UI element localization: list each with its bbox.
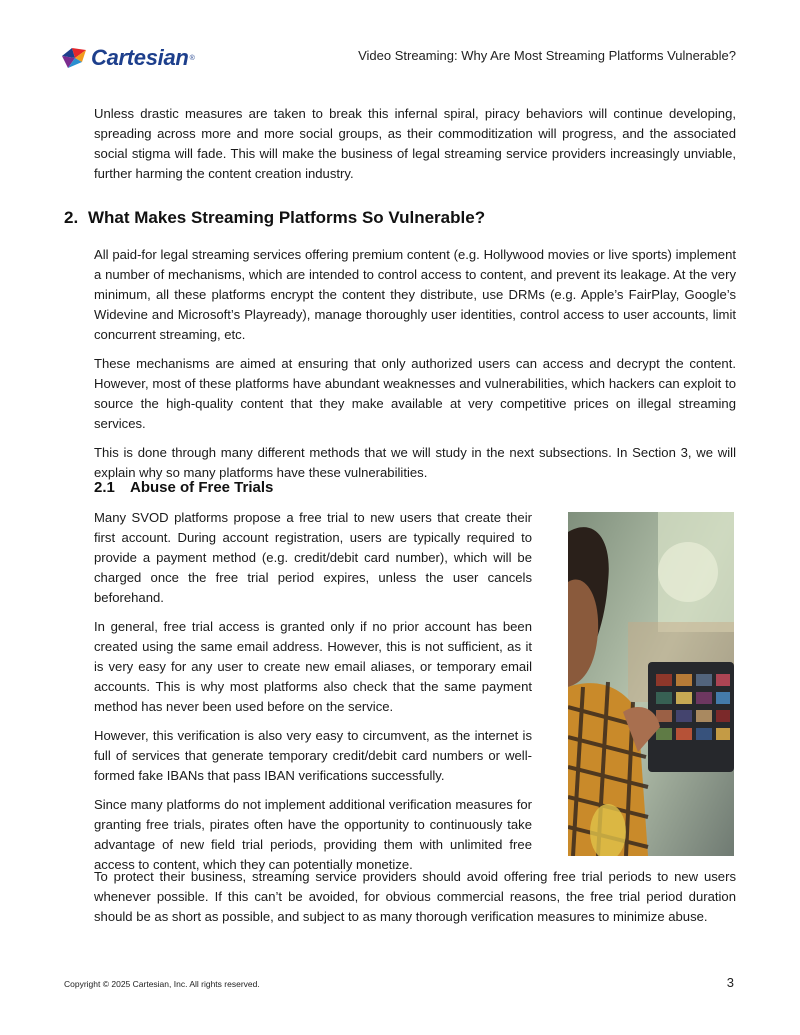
section-2-1-paragraph: In general, free trial access is granted only if no prior account has been created using the same email address. However, this is not sufficient, as it is very easy for any user to create new email aliases, or temporary email accounts. This is why most platforms also check that the same payment method has never been used before on the service. <box>94 619 532 714</box>
section-2-paragraph: All paid-for legal streaming services offering premium content (e.g. Hollywood movies or live sports) implement a number of mechanisms, which are intended to control access to content, and prevent its leakage. At the very minimum, all these platforms encrypt the content they distribute, use DRMs (e.g. Apple’s FairPlay, Google’s Widevine and Microsoft’s Playready), manage thoroughly user identities, control access to user accounts, limit concurrent streaming, etc. <box>94 247 736 342</box>
section-2-1-body <box>94 508 532 875</box>
page-header <box>62 42 736 74</box>
section-2-1-heading <box>94 479 273 496</box>
section-2-body <box>94 245 736 483</box>
section-2-1-paragraph: However, this verification is also very easy to circumvent, as the internet is full of services that generate temporary credit/debit card numbers or well-formed fake IBANs that pass IBAN verifications successfully. <box>94 728 532 783</box>
section-2-paragraph: These mechanisms are aimed at ensuring that only authorized users can access and decrypt the content. However, most of these platforms have abundant weaknesses and vulnerabilities, which hackers can exploit to source the high-quality content that they make available at very competitive prices on illegal streaming services. <box>94 356 736 431</box>
intro-paragraph: Unless drastic measures are taken to break this infernal spiral, piracy behaviors will continue developing, spreading across more and more social groups, as their commoditization will progress, and the associated social stigma will fade. This will make the business of legal streaming service providers increasingly unviable, further harming the content creation industry. <box>94 106 736 181</box>
section-2-1-title: Abuse of Free Trials <box>130 479 274 496</box>
section-2-1-paragraph: Since many platforms do not implement additional verification measures for granting free trials, pirates often have the opportunity to continuously take advantage of new field trial periods, providing them with unlimited free access to content, which they can potentially monetize. <box>94 797 532 872</box>
footer-copyright: Copyright © 2025 Cartesian, Inc. All rights reserved. <box>64 979 260 989</box>
closing-paragraph: To protect their business, streaming service providers should avoid offering free trial periods to new users whenever possible. If this can’t be avoided, for obvious commercial reasons, the free trial period duration should be as short as possible, and subject to as many thorough verification measures to minimize abuse. <box>94 869 736 924</box>
man-watching-streaming-tablet-photo <box>568 512 734 856</box>
section-2-title: What Makes Streaming Platforms So Vulnerable? <box>88 208 486 227</box>
brand-name: Cartesian <box>91 45 189 70</box>
cartesian-logo <box>62 46 195 70</box>
document-title: Video Streaming: Why Are Most Streaming Platforms Vulnerable? <box>358 48 736 63</box>
section-2-paragraph: This is done through many different methods that we will study in the next subsections. In Section 3, we will explain why so many platforms have these vulnerabilities. <box>94 445 736 480</box>
section-2-1-paragraph: Many SVOD platforms propose a free trial to new users that create their first account. During account registration, users are typically required to provide a payment method (e.g. credit/debit card number), which will be charged once the free trial period expires, unless the user cancels beforehand. <box>94 510 532 605</box>
cartesian-logo-mark-icon <box>62 46 88 70</box>
section-2-number: 2. <box>64 208 79 227</box>
section-2-1-number: 2.1 <box>94 479 115 496</box>
section-2-heading <box>64 208 485 228</box>
brand-registered-mark: ® <box>189 54 195 62</box>
page-number: 3 <box>726 975 734 990</box>
